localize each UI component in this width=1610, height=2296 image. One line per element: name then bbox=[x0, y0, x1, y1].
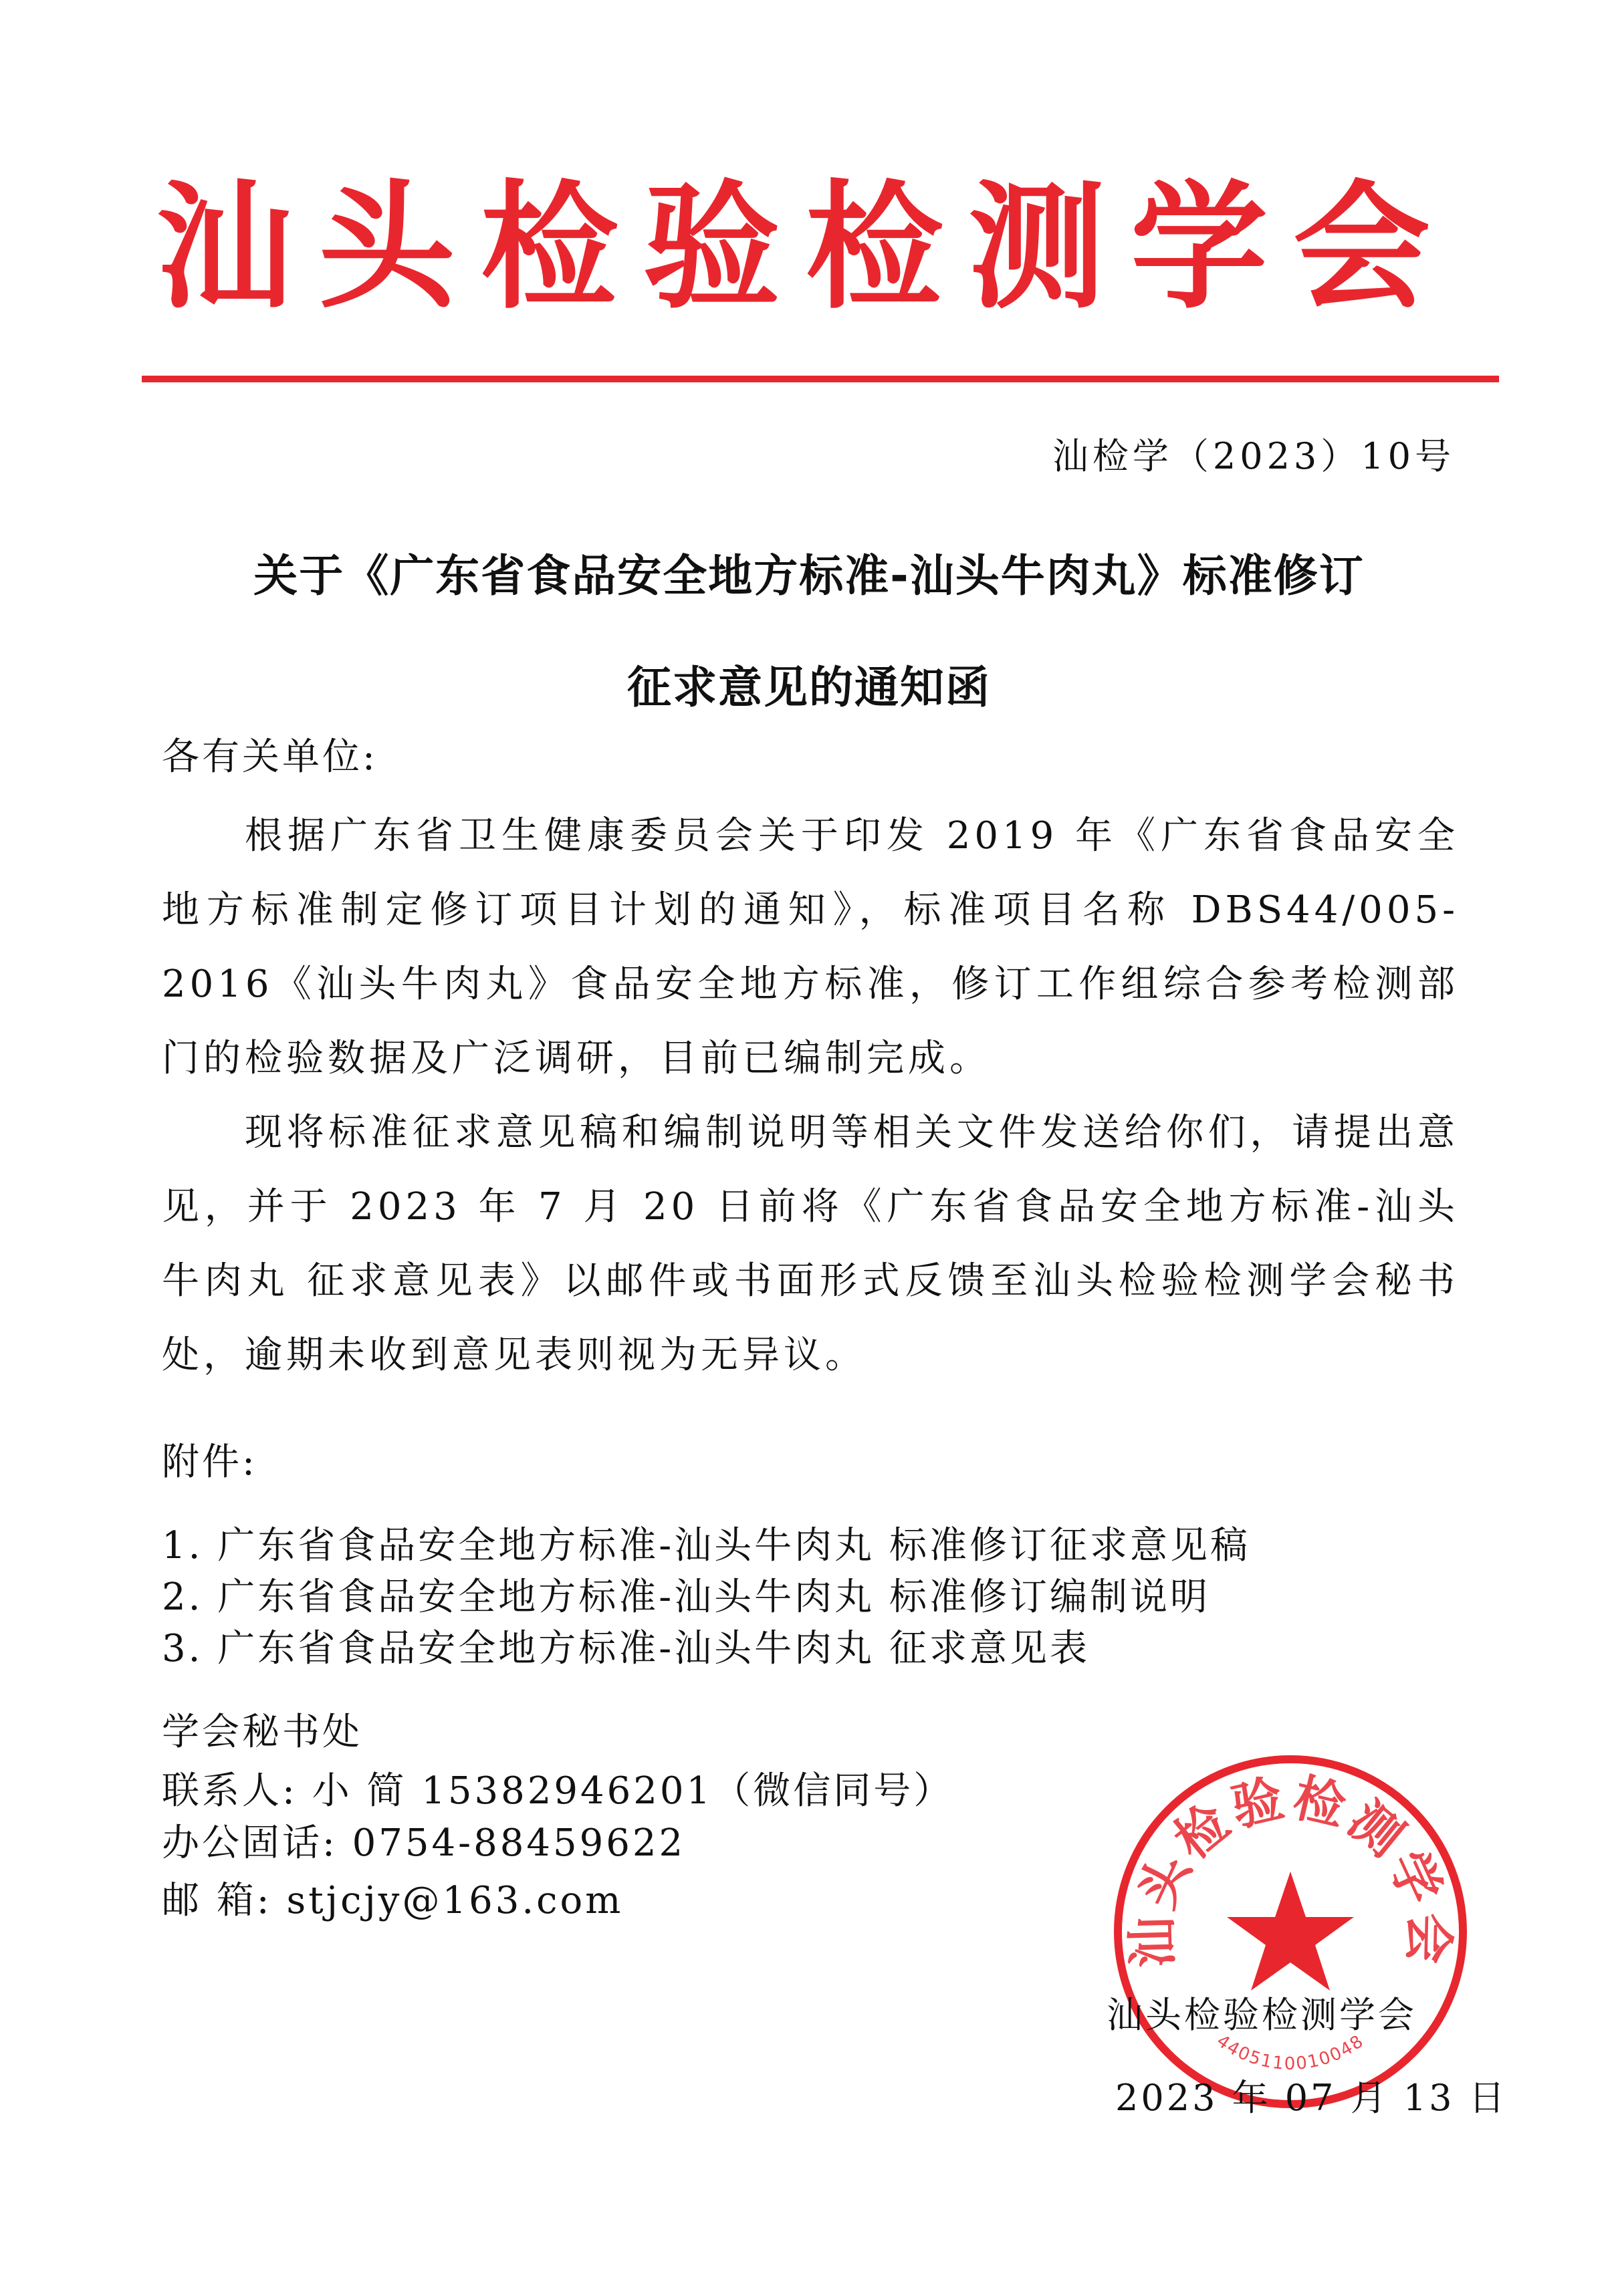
salutation: 各有关单位: bbox=[162, 735, 378, 779]
body-paragraph-1: 根据广东省卫生健康委员会关于印发 2019 年《广东省食品安全地方标准制定修订项目计划的通知》，标准项目名称 DBS44/005-2016《汕头牛肉丸》食品安全地方标准，修订工作组综合参考检测部门的检验数据及广泛调研，目前已编制完成。 bbox=[162, 814, 1459, 1080]
contact-office: 学会秘书处 bbox=[162, 1710, 362, 1754]
letterhead-rule bbox=[142, 376, 1499, 382]
signature-date: 2023 年 07 月 13 日 bbox=[1115, 2077, 1508, 2119]
document-number: 汕检学（2023）10号 bbox=[1052, 435, 1455, 477]
signature-org: 汕头检验检测学会 bbox=[1107, 1994, 1417, 2036]
document-title-line2: 征求意见的通知函 bbox=[627, 662, 991, 713]
attachment-item: 1. 广东省食品安全地方标准-汕头牛肉丸 标准修订征求意见稿 bbox=[162, 1524, 1250, 1567]
attachments-label: 附件: bbox=[162, 1440, 257, 1484]
contact-email: 邮 箱: stjcjy@163.com bbox=[162, 1879, 624, 1922]
contact-phone: 办公固话: 0754-88459622 bbox=[162, 1821, 686, 1865]
document-title-line1: 关于《广东省食品安全地方标准-汕头牛肉丸》标准修订 bbox=[253, 550, 1365, 602]
contact-person: 联系人: 小 简 15382946201（微信同号） bbox=[162, 1769, 954, 1813]
star-icon bbox=[1227, 1872, 1354, 1991]
letterhead-title: 汕头检验检测学会 bbox=[156, 167, 1456, 328]
attachment-item: 2. 广东省食品安全地方标准-汕头牛肉丸 标准修订编制说明 bbox=[162, 1575, 1210, 1619]
seal-text: 汕头检验检测学会 bbox=[1122, 1767, 1459, 1969]
seal-code: 4405110010048 bbox=[1212, 2031, 1369, 2074]
official-seal bbox=[1110, 1751, 1471, 2112]
body-paragraph-2: 现将标准征求意见稿和编制说明等相关文件发送给你们，请提出意见，并于 2023 年 7 月 20 日前将《广东省食品安全地方标准-汕头牛肉丸 征求意见表》以邮件或书面形式反馈至汕头检验检测学会秘书处，逾期未收到意见表则视为无异议。 bbox=[162, 1111, 1459, 1377]
attachment-item: 3. 广东省食品安全地方标准-汕头牛肉丸 征求意见表 bbox=[162, 1627, 1090, 1670]
